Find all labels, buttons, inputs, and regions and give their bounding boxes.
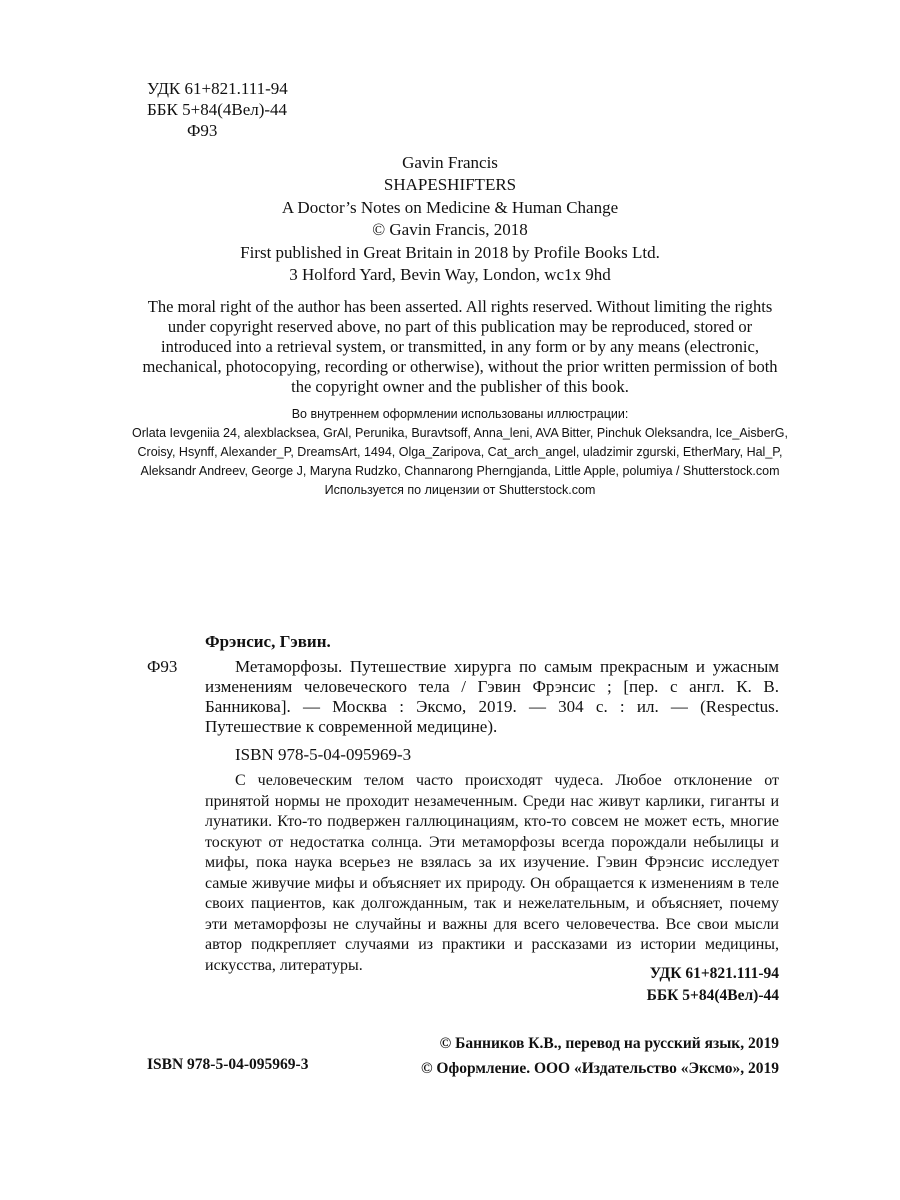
catalog-description: Метаморфозы. Путешествие хирурга по самым прекрасным и ужасным изменениям человеческого тела / Гэвин Фрэнсис ; [пер. с англ. К. В. Банникова]. — Москва : Эксмо, 2019. — 304 с. : ил. — (Respectus. Путешествие к современной медицине). xyxy=(205,657,779,736)
illustrations-license: Используется по лицензии от Shutterstock.com xyxy=(324,483,596,497)
original-title: SHAPESHIFTERS xyxy=(383,175,517,194)
catalog-author: Фрэнсис, Гэвин. xyxy=(205,632,331,651)
original-author: Gavin Francis xyxy=(402,153,498,172)
bbk-code-bottom: ББК 5+84(4Вел)-44 xyxy=(646,987,779,1004)
illustrations-credits: Orlata Ievgeniia 24, alexblacksea, GrAl, Perunika, Buravtsoff, Anna_leni, AVA Bitter, Pinchuk Oleksandra, Ice_AisberG, Croisy, Hsynff, Alexander_P, DreamsArt, 1494, Olga_Zaripova, Cat_arch_angel, uladzimir zgurski, EtherMary, Hal_P, Aleksandr Andreev, George J, Maryna Rudzko, Channarong Pherngjanda, Little Apple, polumiya / Shutterstock.com xyxy=(132,426,788,478)
footer-isbn: ISBN 978-5-04-095969-3 xyxy=(147,1056,309,1073)
bbk-code: ББК 5+84(4Вел)-44 xyxy=(147,100,288,119)
catalog-isbn: ISBN 978-5-04-095969-3 xyxy=(235,745,412,764)
translation-copyright: © Банников К.В., перевод на русский язык, 2019 xyxy=(439,1035,779,1052)
annotation: С человеческим телом часто происходят чудеса. Любое отклонение от принятой нормы не проходит незамеченным. Среди нас живут карлики, гиганты и лунатики. Кто-то подвержен галлюцинациям, кто-то совсем не может есть, многие тоскуют от недостатка солнца. Эти метаморфозы всегда порождали небылицы и мифы, пока наука всерьез не взялась за их изучение. Гэвин Фрэнсис исследует самые живучие мифы и объясняет их природу. Он обращается к изменениям в теле своих пациентов, как долгожданным, так и нежелательным, и объясняет, почему эти метаморфозы не случайны и важны для всего человечества. Все свои мысли автор подкрепляет случаями из практики и рассказами из истории медицины, искусства, литературы. xyxy=(205,772,779,974)
publication-info xyxy=(0,242,900,286)
catalog-code: Ф93 xyxy=(147,657,178,676)
udk-code: УДК 61+821.111-94 xyxy=(147,79,288,98)
footer-copyrights xyxy=(360,1031,779,1081)
original-copyright: © Gavin Francis, 2018 xyxy=(372,220,528,239)
classification-codes-bottom xyxy=(500,963,779,1007)
classification-codes-top xyxy=(147,78,288,141)
original-subtitle-copyright xyxy=(0,197,900,241)
original-author-title xyxy=(0,152,900,196)
design-copyright: © Оформление. ООО «Издательство «Эксмо», 2019 xyxy=(420,1060,779,1077)
author-mark: Ф93 xyxy=(187,121,218,140)
illustrations-heading: Во внутреннем оформлении использованы иллюстрации: xyxy=(291,407,629,421)
illustration-credits-block xyxy=(130,405,790,500)
rights-notice-block xyxy=(140,297,780,397)
first-published: First published in Great Britain in 2018 by Profile Books Ltd. xyxy=(240,243,660,262)
publisher-address: 3 Holford Yard, Bevin Way, London, wc1x 9hd xyxy=(289,265,611,284)
rights-notice: The moral right of the author has been asserted. All rights reserved. Without limiting the rights under copyright reserved above, no part of this publication may be reproduced, stored or introduced into a retrieval system, or transmitted, in any form or by any means (electronic, mechanical, photocopying, recording or otherwise), without the prior written permission of both the copyright owner and the publisher of this book. xyxy=(142,297,778,396)
udk-code-bottom: УДК 61+821.111-94 xyxy=(649,965,779,982)
original-subtitle: A Doctor’s Notes on Medicine & Human Change xyxy=(281,198,619,217)
